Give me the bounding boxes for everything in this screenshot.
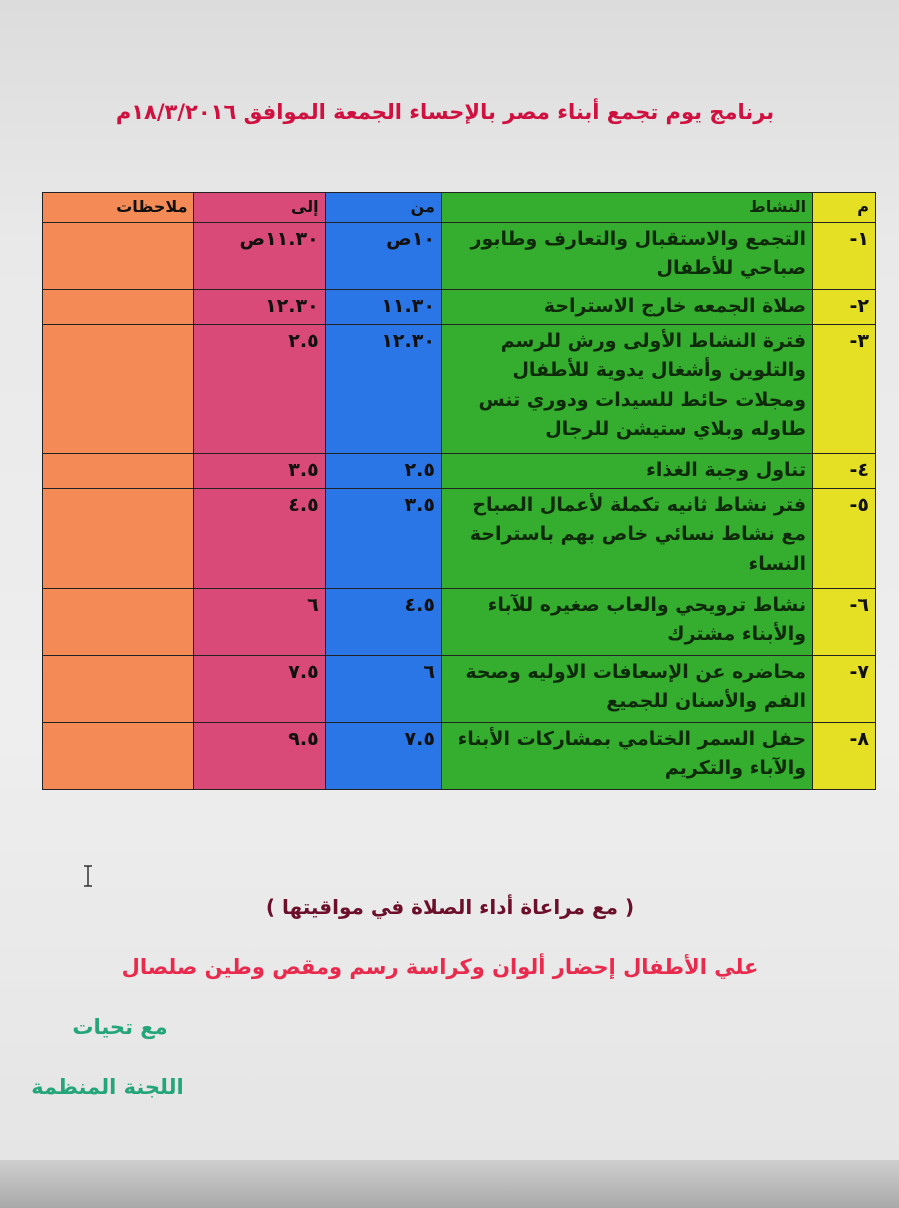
header-from: من [325, 193, 441, 223]
row-to: ١١.٣٠ص [194, 222, 325, 289]
row-activity: تناول وجبة الغذاء [441, 453, 812, 488]
row-notes [43, 289, 194, 324]
row-from: ٢.٥ [325, 453, 441, 488]
table-row [43, 588, 876, 655]
header-to: إلى [194, 193, 325, 223]
monitor-bottom-edge [0, 1160, 899, 1208]
row-to: ١٢.٣٠ [194, 289, 325, 324]
row-notes [43, 655, 194, 722]
header-activity: النشاط [441, 193, 812, 223]
row-num: ٢- [813, 289, 876, 324]
organizing-committee-text: اللجنة المنظمة [31, 1075, 184, 1099]
table-row [43, 722, 876, 789]
row-activity: التجمع والاستقبال والتعارف وطابور صباحي للأطفال [441, 222, 812, 289]
table-row [43, 488, 876, 588]
row-from: ١٢.٣٠ [325, 324, 441, 453]
row-activity: صلاة الجمعه خارج الاستراحة [441, 289, 812, 324]
row-notes [43, 588, 194, 655]
page-title: برنامج يوم تجمع أبناء مصر بالإحساء الجمعة الموافق ١٨/٣/٢٠١٦م [115, 100, 775, 124]
row-notes [43, 488, 194, 588]
row-num: ٧- [813, 655, 876, 722]
row-notes [43, 722, 194, 789]
prayer-note: ( مع مراعاة أداء الصلاة في مواقيتها ) [265, 895, 635, 919]
header-num: م [813, 193, 876, 223]
table-row [43, 289, 876, 324]
row-to: ٩.٥ [194, 722, 325, 789]
text-cursor-icon [82, 865, 94, 887]
row-activity: فتر نشاط ثانيه تكملة لأعمال الصباح مع نشاط نسائي خاص بهم باستراحة النساء [441, 488, 812, 588]
row-from: ٦ [325, 655, 441, 722]
greeting-text: مع تحيات [72, 1015, 168, 1039]
table-row [43, 655, 876, 722]
schedule-table [42, 192, 876, 790]
row-num: ٨- [813, 722, 876, 789]
kids-supplies-note: علي الأطفال إحضار ألوان وكراسة رسم ومقص وطين صلصال [121, 955, 759, 979]
row-num: ١- [813, 222, 876, 289]
row-to: ٢.٥ [194, 324, 325, 453]
row-num: ٦- [813, 588, 876, 655]
row-from: ٧.٥ [325, 722, 441, 789]
row-from: ٤.٥ [325, 588, 441, 655]
row-from: ١١.٣٠ [325, 289, 441, 324]
row-from: ٣.٥ [325, 488, 441, 588]
row-to: ٤.٥ [194, 488, 325, 588]
header-notes: ملاحظات [43, 193, 194, 223]
row-activity: نشاط ترويحي والعاب صغيره للآباء والأبناء مشترك [441, 588, 812, 655]
row-num: ٣- [813, 324, 876, 453]
row-activity: فترة النشاط الأولى ورش للرسم والتلوين وأشغال يدوية للأطفال ومجلات حائط للسيدات ودوري تنس طاوله وبلاي ستيشن للرجال [441, 324, 812, 453]
row-num: ٤- [813, 453, 876, 488]
row-to: ٣.٥ [194, 453, 325, 488]
table-row [43, 453, 876, 488]
table-row [43, 222, 876, 289]
table-header-row [43, 193, 876, 223]
row-to: ٦ [194, 588, 325, 655]
table-row [43, 324, 876, 453]
row-notes [43, 324, 194, 453]
row-num: ٥- [813, 488, 876, 588]
row-notes [43, 222, 194, 289]
row-to: ٧.٥ [194, 655, 325, 722]
row-notes [43, 453, 194, 488]
row-from: ١٠ص [325, 222, 441, 289]
row-activity: حفل السمر الختامي بمشاركات الأبناء والآباء والتكريم [441, 722, 812, 789]
row-activity: محاضره عن الإسعافات الاوليه وصحة الفم والأسنان للجميع [441, 655, 812, 722]
